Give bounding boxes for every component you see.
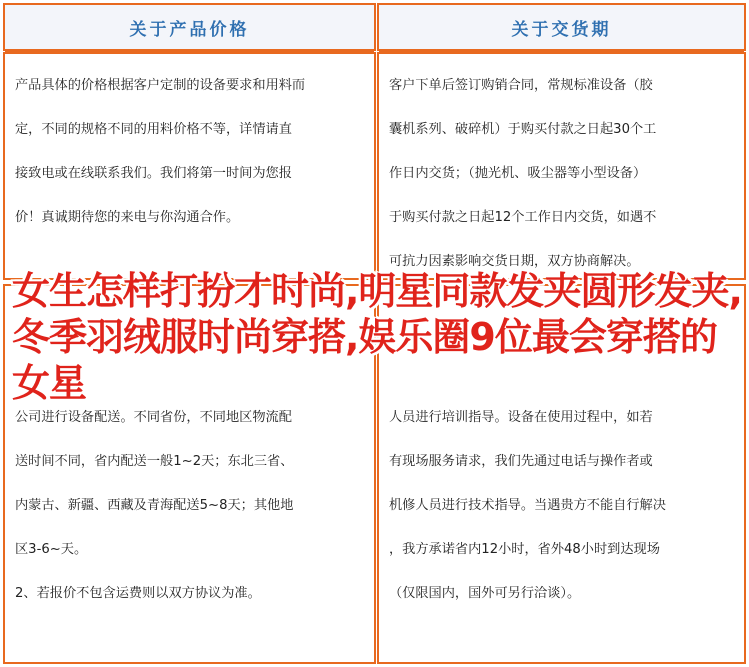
delivery-line: 客户下单后签订购销合同，常规标准设备（胶 bbox=[389, 78, 653, 93]
price-panel bbox=[3, 52, 376, 280]
price-line: 接致电或在线联系我们。我们将第一时间为您报 bbox=[15, 166, 292, 181]
service-line: 人员进行培训指导。设备在使用过程中，如若 bbox=[389, 410, 653, 425]
delivery-title: 关于交货期 bbox=[379, 5, 744, 52]
shipping-line: 2、若报价不包含运费则以双方协议为准。 bbox=[15, 586, 261, 601]
delivery-line: 于购买付款之日起12个工作日内交货，如遇不 bbox=[389, 210, 657, 225]
price-title: 关于产品价格 bbox=[5, 5, 374, 52]
overlay-headline: 女生怎样打扮才时尚,明星同款发夹圆形发夹,冬季羽绒服时尚穿搭,娱乐圈9位最会穿搭的女星 bbox=[12, 269, 742, 405]
price-line: 产品具体的价格根据客户定制的设备要求和用料而 bbox=[15, 78, 306, 93]
price-panel-header bbox=[3, 3, 376, 51]
delivery-line: 可抗力因素影响交货日期，双方协商解决。 bbox=[389, 254, 640, 269]
shipping-line: 区3-6~天。 bbox=[15, 542, 88, 557]
shipping-line: 内蒙古、新疆、西藏及青海配送5~8天；其他地 bbox=[15, 498, 294, 513]
service-line: 机修人员进行技术指导。当遇贵方不能自行解决 bbox=[389, 498, 666, 513]
service-line: （仅限国内，国外可另行洽谈）。 bbox=[389, 586, 581, 601]
shipping-line: 公司进行设备配送。不同省份，不同地区物流配 bbox=[15, 410, 292, 425]
delivery-panel-header bbox=[377, 3, 746, 51]
service-line: ，我方承诺省内12小时，省外48小时到达现场 bbox=[389, 542, 660, 557]
price-line: 价！真诚期待您的来电与你沟通合作。 bbox=[15, 210, 240, 225]
shipping-line: 送时间不同，省内配送一般1~2天；东北三省、 bbox=[15, 454, 294, 469]
delivery-line: 囊机系列、破碎机）于购买付款之日起30个工 bbox=[389, 122, 657, 137]
price-line: 定，不同的规格不同的用料价格不等，详情请直 bbox=[15, 122, 292, 137]
delivery-line: 作日内交货；（抛光机、吸尘器等小型设备） bbox=[389, 166, 647, 181]
delivery-panel bbox=[377, 52, 746, 280]
service-line: 有现场服务请求，我们先通过电话与操作者或 bbox=[389, 454, 653, 469]
